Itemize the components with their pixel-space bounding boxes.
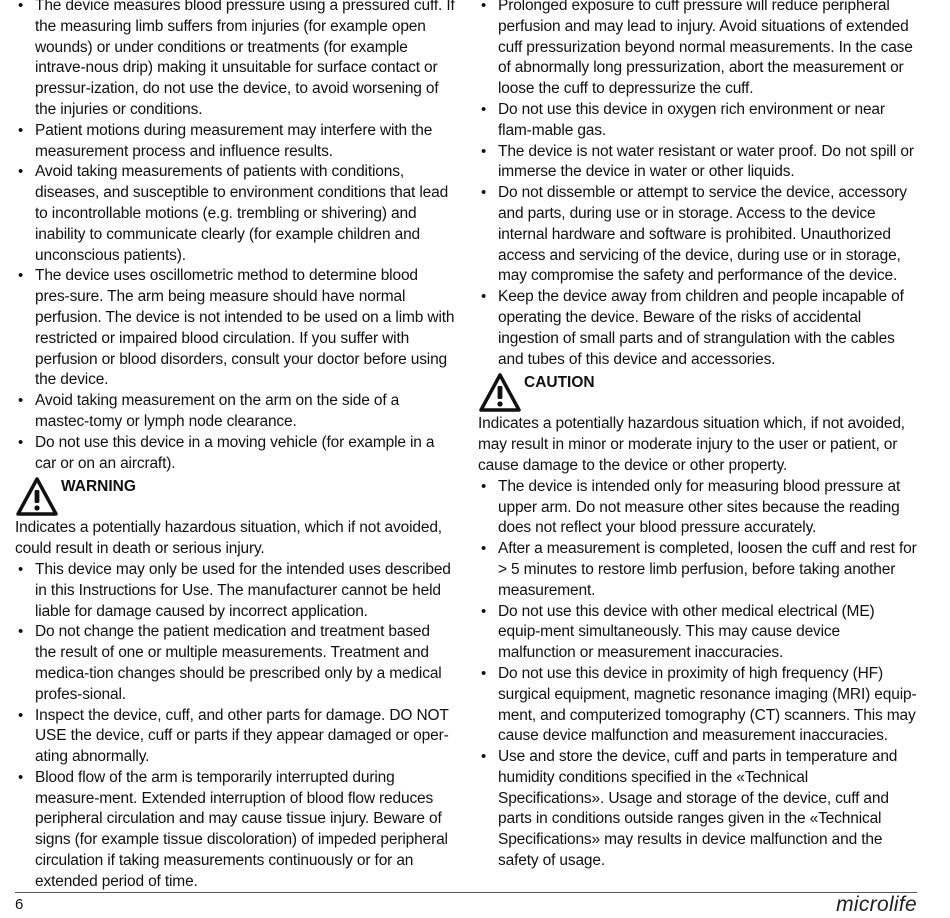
list-item: • Do not use this device in a moving vehicle (for example in a car or on an aircraft). <box>15 433 455 475</box>
right-bullets-bottom <box>478 477 918 872</box>
caution-triangle-icon <box>478 372 522 414</box>
left-bullets-top <box>15 0 455 474</box>
left-bullets-bottom <box>15 560 455 893</box>
warning-description: Indicates a potentially hazardous situation, which if not avoided, could result in death or serious injury. <box>15 519 442 558</box>
list-item: • Blood flow of the arm is temporarily interrupted during measure-ment. Extended interruption of blood flow reduces peripheral circulation and may cause tissue injury. Beware of signs (for example tissue discoloration) of impeded peripheral circulation if taking measurements continuously or for an extended period of time. <box>15 768 455 893</box>
warning-triangle-icon <box>15 476 59 518</box>
list-item: • Inspect the device, cuff, and other parts for damage. DO NOT USE the device, cuff or parts if they appear damaged or oper-ating abnormally. <box>15 706 455 768</box>
list-item: • Avoid taking measurement on the arm on the side of a mastec-tomy or lymph node clearance. <box>15 391 455 433</box>
list-item: • Prolonged exposure to cuff pressure will reduce peripheral perfusion and may lead to injury. Avoid situations of extended cuff pressurization beyond normal measurements. In the case of abnormally long pressurization, abort the measurement or loose the cuff to depressurize the cuff. <box>478 0 918 100</box>
list-item: • Patient motions during measurement may interfere with the measurement process and influence results. <box>15 121 455 163</box>
list-item: • The device uses oscillometric method to determine blood pres-sure. The arm being measure should have normal perfusion. The device is not intended to be used on a limb with restricted or impaired blood circulation. If you suffer with perfusion or blood disorders, consult your doctor before using the device. <box>15 266 455 391</box>
list-item: • Do not use this device with other medical electrical (ME) equip-ment simultaneously. This may cause device malfunction or measurement inaccuracies. <box>478 602 918 664</box>
list-item: • After a measurement is completed, loosen the cuff and rest for > 5 minutes to restore limb perfusion, before taking another measurement. <box>478 539 918 601</box>
list-item: • Do not dissemble or attempt to service the device, accessory and parts, during use or in storage. Access to the device internal hardware and software is prohibited. Unauthorized access and servicing of the device, during use or in storage, may compromise the safety and performance of the device. <box>478 183 918 287</box>
list-item: • Do not use this device in proximity of high frequency (HF) surgical equipment, magnetic resonance imaging (MRI) equip-ment, and computerized tomography (CT) scanners. This may cause device malfunction and measurement inaccuracies. <box>478 664 918 747</box>
footer-divider <box>15 892 917 893</box>
list-item: • Do not change the patient medication and treatment based the result of one or multiple measurements. Treatment and medica-tion changes should be prescribed only by a medical profes-sional. <box>15 622 455 705</box>
caution-description: Indicates a potentially hazardous situation which, if not avoided, may result in minor or moderate injury to the user or patient, or cause damage to the device or other property. <box>478 415 905 474</box>
list-item: • Keep the device away from children and people incapable of operating the device. Beware of the risks of accidental ingestion of small parts and of strangulation with the cables and tubes of this device and accessories. <box>478 287 918 370</box>
right-bullets-top <box>478 0 918 370</box>
list-item: • The device measures blood pressure using a pressured cuff. If the measuring limb suffers from injuries (for example open wounds) or under conditions or treatments (for example intrave-nous drip) making it unsuitable for surface contact or pressur-ization, do not use the device, to avoid worsening of the injuries or conditions. <box>15 0 455 121</box>
right-column <box>478 0 918 872</box>
caution-title: CAUTION <box>524 374 595 392</box>
list-item: • The device is not water resistant or water proof. Do not spill or immerse the device in water or other liquids. <box>478 142 918 184</box>
warning-title: WARNING <box>61 478 136 496</box>
list-item: • The device is intended only for measuring blood pressure at upper arm. Do not measure other sites because the reading does not reflect your blood pressure accurately. <box>478 477 918 539</box>
left-column <box>15 0 455 893</box>
page-number: 6 <box>15 896 24 913</box>
brand-logo: microlife <box>836 893 917 916</box>
list-item: • This device may only be used for the intended uses described in this Instructions for Use. The manufacturer cannot be held liable for damage caused by incorrect application. <box>15 560 455 622</box>
caution-header <box>478 372 918 414</box>
list-item: • Do not use this device in oxygen rich environment or near flam-mable gas. <box>478 100 918 142</box>
warning-header <box>15 476 455 518</box>
list-item: • Use and store the device, cuff and parts in temperature and humidity conditions specified in the «Technical Specifications». Usage and storage of the device, cuff and parts in conditions outside ranges given in the «Technical Specifications» may results in device malfunction and the safety of usage. <box>478 747 918 872</box>
list-item: • Avoid taking measurements of patients with conditions, diseases, and susceptible to environment conditions that lead to incontrollable motions (e.g. trembling or shivering) and inability to communicate clearly (for example children and unconscious patients). <box>15 162 455 266</box>
